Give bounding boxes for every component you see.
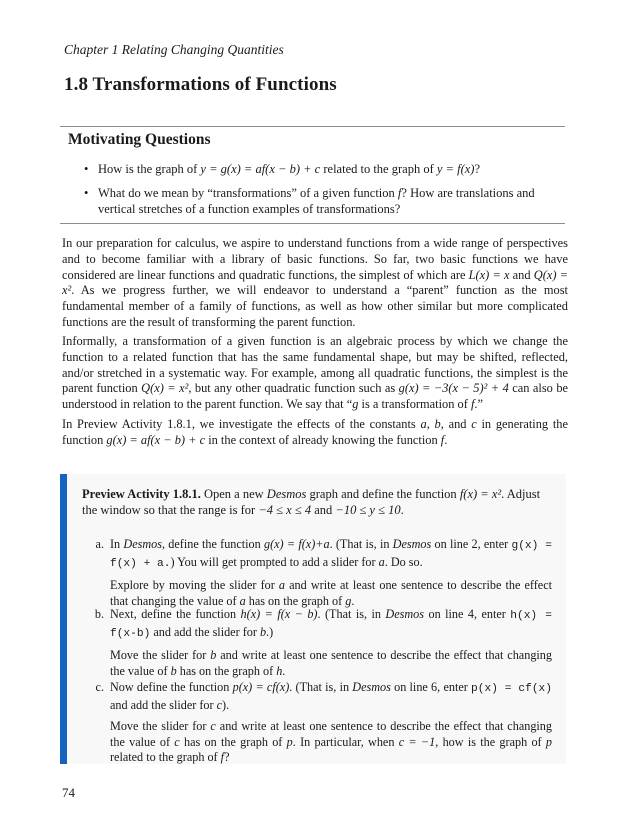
task-c [82,680,552,772]
chapter-header: Chapter 1 Relating Changing Quantities [64,42,284,57]
task-c-instruction: Now define the function p(x) = cf(x). (That is, in Desmos on line 6, enter p(x) = cf(x) and add the slider for c). [110,680,552,712]
preview-intro-paragraph: In Preview Activity 1.8.1, we investigate the effects of the constants a, b, and c in generating the function g(x) = af(x − b) + c in the context of already knowing the function f. [62,417,568,447]
code-snippet: p(x) = cf(x) [471,683,552,695]
section-title: 1.8 Transformations of Functions [64,74,337,95]
intro-paragraph: In our preparation for calculus, we aspire to understand functions from a wide range of perspectives and to become familiar with a library of basic functions. So far, two basic functions we have considered are linear functions and quadratic functions, the simplest of which are L(x) = x and Q(x) = x². As we progress further, we will endeavor to understand a “parent” function as the most fundamental member of a family of functions, as well as how other similar but more complicated functions are the result of transforming the parent function. [62,236,568,329]
motivating-questions-list [84,161,554,225]
code-snippet: h(x) = f(x-b) [110,610,552,640]
task-a-label: a. [95,537,104,551]
task-b-explore: Move the slider for b and write at least one sentence to describe the effect that changing the value of b has on the graph of h. [110,648,552,678]
transformation-paragraph: Informally, a transformation of a given function is an algebraic process by which we change the function to a related function that has the same fundamental shape, but may be shifted, reflected, and/or stretched in a systematic way. For example, among all quadratic functions, the simplest is the parent function Q(x) = x², but any other quadratic function such as g(x) = −3(x − 5)² + 4 can also be understood in relation to the parent function. We say that “g is a transformation of f.” [62,334,569,412]
activity-title: Preview Activity 1.8.1. [82,487,201,501]
activity-intro: Preview Activity 1.8.1. Open a new Desmos graph and define the function f(x) = x². Adjust the window so that the range is for −4 ≤ x ≤ 4 and −10 ≤ y ≤ 10. [82,487,541,517]
task-b [82,607,552,685]
page-number: 74 [62,785,75,800]
motivating-questions-box [60,126,565,224]
motivating-question-2: • What do we mean by “transformations” of a given function f? How are translations and vertical stretches of a function examples of transformations? [84,185,554,217]
task-a [82,537,552,615]
activity-accent-bar [60,474,67,764]
task-a-instruction: In Desmos, define the function g(x) = f(x)+a. (That is, in Desmos on line 2, enter g(x) = f(x) + a.) You will get prompted to add a slider for a. Do so. [110,537,552,570]
task-b-label: b. [94,607,104,621]
task-a-explore: Explore by moving the slider for a and write at least one sentence to describe the effect that changing the value of a has on the graph of g. [110,578,552,608]
task-b-instruction: Next, define the function h(x) = f(x − b). (That is, in Desmos on line 4, enter h(x) = f(x-b) and add the slider for b.) [110,607,552,640]
task-c-explore: Move the slider for c and write at least one sentence to describe the effect that changing the value of c has on the graph of p. In particular, when c = −1, how is the graph of p related to the graph of f? [110,719,552,765]
motivating-question-1: • How is the graph of y = g(x) = af(x − b) + c related to the graph of y = f(x)? [84,161,554,177]
task-c-label: c. [95,680,104,694]
code-snippet: g(x) = f(x) + a. [110,540,552,570]
motivating-questions-heading: Motivating Questions [68,131,211,148]
